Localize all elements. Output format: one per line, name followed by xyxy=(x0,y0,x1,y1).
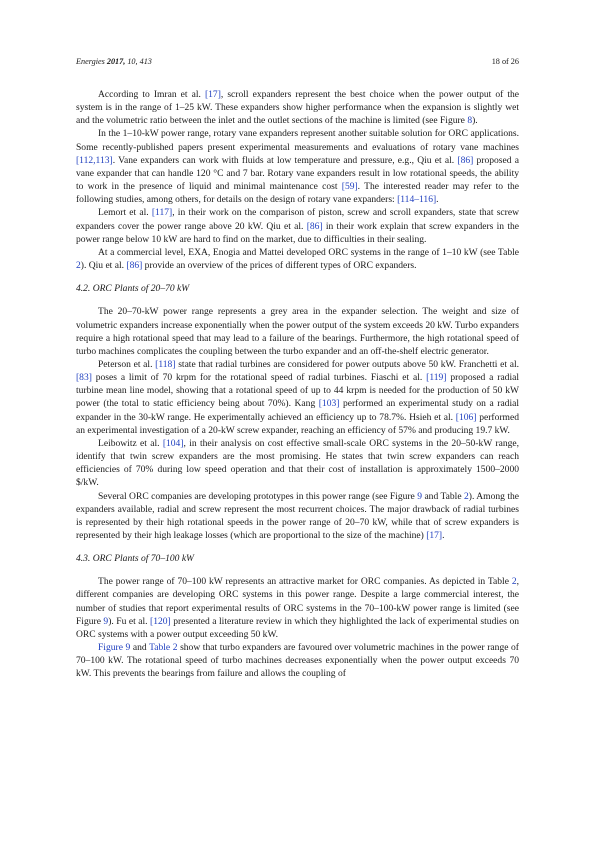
figure-link[interactable]: 8 xyxy=(467,115,473,127)
text: proposed a vane expander that can handle 120 °C and 7 bar. Rotary vane expanders result in low rotational speeds, the ability to work in the presence of liquid and minimal maintenance cost xyxy=(76,154,519,193)
text: Lemort et al. xyxy=(98,207,152,219)
figure-link[interactable]: 9 xyxy=(417,490,423,502)
page-header xyxy=(76,57,519,69)
text: , scroll expanders represent the best choice when the power output of the system is in the range of 1–25 kW. These expanders show higher performance when the expansion is slightly wet and the volumetric ratio between the inlet and the outlet sections of the machine is limited (see Figure xyxy=(76,89,519,127)
text: performed an experimental study on a radial expander in the 30-kW range. He experimentally achieved an efficiency up to 78.7%. Hsieh et al. xyxy=(76,398,519,423)
text: ). xyxy=(472,115,478,127)
citation-link[interactable]: [86] xyxy=(306,220,323,232)
text: state that radial turbines are considered for power outputs above 50 kW. Franchetti et al. xyxy=(175,358,519,370)
text: ). Among the expanders available, radial and screw represent the most recurrent choices. The major drawback of radial turbines is represented by their high rotational speeds in the power range of 20–70 kW, while that of screw expanders is represented by their high leakage losses (which are proportional to the size of the machine) xyxy=(76,490,519,541)
citation-link[interactable]: [17] xyxy=(204,89,221,100)
text: Several ORC companies are developing prototypes in this power range (see Figure xyxy=(98,490,418,502)
paragraph-prototypes xyxy=(76,490,519,543)
text: In the 1–10-kW power range, rotary vane expanders represent another suitable solution for ORC applications. Some recently-published papers present experimental measurements and evaluations of rotary vane machines xyxy=(76,128,519,153)
text: performed an experimental investigation of a 20-kW screw expander, reaching an efficiency of 57% and producing 19.7 kW. xyxy=(76,411,519,436)
article-body xyxy=(76,88,519,681)
text: . Vane expanders can work with fluids at low temperature and pressure, e.g., Qiu et al. xyxy=(112,154,458,166)
figure-link[interactable]: Figure 9 xyxy=(98,642,131,654)
text: Leibowitz et al. xyxy=(98,437,163,449)
citation-link[interactable]: [83] xyxy=(76,372,92,384)
journal-name: Energies xyxy=(76,57,105,66)
paragraph-grey-area xyxy=(76,305,519,358)
text: . xyxy=(436,194,439,206)
citation-link[interactable]: [114–116] xyxy=(397,194,437,206)
citation-link[interactable]: [17] xyxy=(426,530,443,541)
table-link[interactable]: 2 xyxy=(511,576,517,588)
citation-link[interactable]: [104] xyxy=(162,437,184,449)
table-link[interactable]: Table 2 xyxy=(149,642,178,654)
text: The 20–70-kW power range represents a grey area in the expander selection. The weight and size of volumetric expanders increase exponentially when the power output of the system exceeds 20 kW. Turbo expanders require a high rotational speed that may lead to a failure of the bearings. Furthermore, the high rotational speed of turbo machines complicates the coupling between the turbo expander and an off-the-shelf electric generator. xyxy=(76,306,519,357)
citation-link[interactable]: [86] xyxy=(457,154,474,166)
text: . The interested reader may refer to the following studies, among others, for details on the design of rotary vane expanders: xyxy=(76,181,519,206)
text: provide an overview of the prices of different types of ORC expanders. xyxy=(142,260,417,272)
paragraph-attractive-market xyxy=(76,575,519,641)
text: , different companies are developing ORC systems in this power range. Despite a large commercial interest, the number of studies that report experimental results of ORC systems in the 70–100-kW power range is limited (see Figure xyxy=(76,576,519,627)
citation-link[interactable]: [117] xyxy=(151,207,173,219)
text: . xyxy=(442,530,445,541)
text: and xyxy=(130,642,150,654)
citation-link[interactable]: [86] xyxy=(126,260,143,272)
table-link[interactable]: 2 xyxy=(76,260,81,272)
paragraph-lemort-screw xyxy=(76,206,519,245)
text: ). Fu et al. xyxy=(108,615,151,627)
paragraph-turbo-favoured xyxy=(76,641,519,680)
text: ). Qiu et al. xyxy=(80,260,127,272)
text: proposed a radial turbine mean line model, showing that a rotational speed of up to 44 krpm is needed for the production of 50 kW power (the total to static efficiency being about 70%). Kang xyxy=(76,372,519,410)
citation-link[interactable]: [103] xyxy=(318,398,340,410)
text: According to Imran et al. xyxy=(98,89,205,100)
citation-link[interactable]: [59] xyxy=(341,181,358,193)
text: The power range of 70–100 kW represents an attractive market for ORC companies. As depicted in Table xyxy=(98,576,512,588)
paragraph-rotary-vane xyxy=(76,127,519,206)
section-heading-4-2: 4.2. ORC Plants of 20–70 kW xyxy=(76,283,190,295)
citation-link[interactable]: [112,113] xyxy=(76,154,113,166)
journal-year: 2017, xyxy=(106,57,126,66)
citation-link[interactable]: [120] xyxy=(150,615,171,627)
paragraph-radial-turbines xyxy=(76,358,519,437)
citation-link[interactable]: [106] xyxy=(455,411,477,423)
paragraph-commercial xyxy=(76,246,519,272)
text: show that turbo expanders are favoured over volumetric machines in the power range of 70–100 kW. The rotational speed of turbo machines decreases exponentially when the power output exceeds 70 kW. This prevents the bearings from failure and allows the coupling of xyxy=(76,642,519,680)
citation-link[interactable]: [118] xyxy=(155,358,176,370)
section-heading-4-3: 4.3. ORC Plants of 70–100 kW xyxy=(76,553,195,565)
paragraph-imran-scroll xyxy=(76,88,519,127)
text: , in their analysis on cost effective small-scale ORC systems in the 20–50-kW range, identify that twin screw expanders are the most promising. He states that twin screw expanders can reach efficiencies of 70% during low speed operation and that their cost of installation is approximately 1500–2000 $/kW. xyxy=(76,437,519,489)
text: At a commercial level, EXA, Enogia and Mattei developed ORC systems in the range of 1–10 kW (see Table xyxy=(98,246,519,258)
text: in their work explain that screw expanders in the power range below 10 kW are hard to find on the market, due to difficulties in their sealing. xyxy=(76,220,520,245)
text: Peterson et al. xyxy=(98,358,156,370)
journal-citation xyxy=(76,57,152,66)
article-number: 413 xyxy=(139,57,152,66)
text: presented a literature review in which they highlighted the lack of experimental studies on ORC systems with a power output exceeding 50 kW. xyxy=(76,615,519,640)
table-link[interactable]: 2 xyxy=(464,490,469,502)
text: , in their work on the comparison of piston, screw and scroll expanders, state that screw expanders cover the power range above 20 kW. Qiu et al. xyxy=(76,207,519,232)
text: poses a limit of 70 krpm for the rotational speed of radial turbines. Fiaschi et al. xyxy=(91,372,427,384)
figure-link[interactable]: 9 xyxy=(103,615,109,627)
journal-volume: 10, xyxy=(127,57,138,66)
citation-link[interactable]: [119] xyxy=(426,372,447,384)
page-number: 18 of 26 xyxy=(491,57,519,66)
text: and Table xyxy=(422,490,464,502)
paragraph-leibowitz xyxy=(76,437,519,490)
